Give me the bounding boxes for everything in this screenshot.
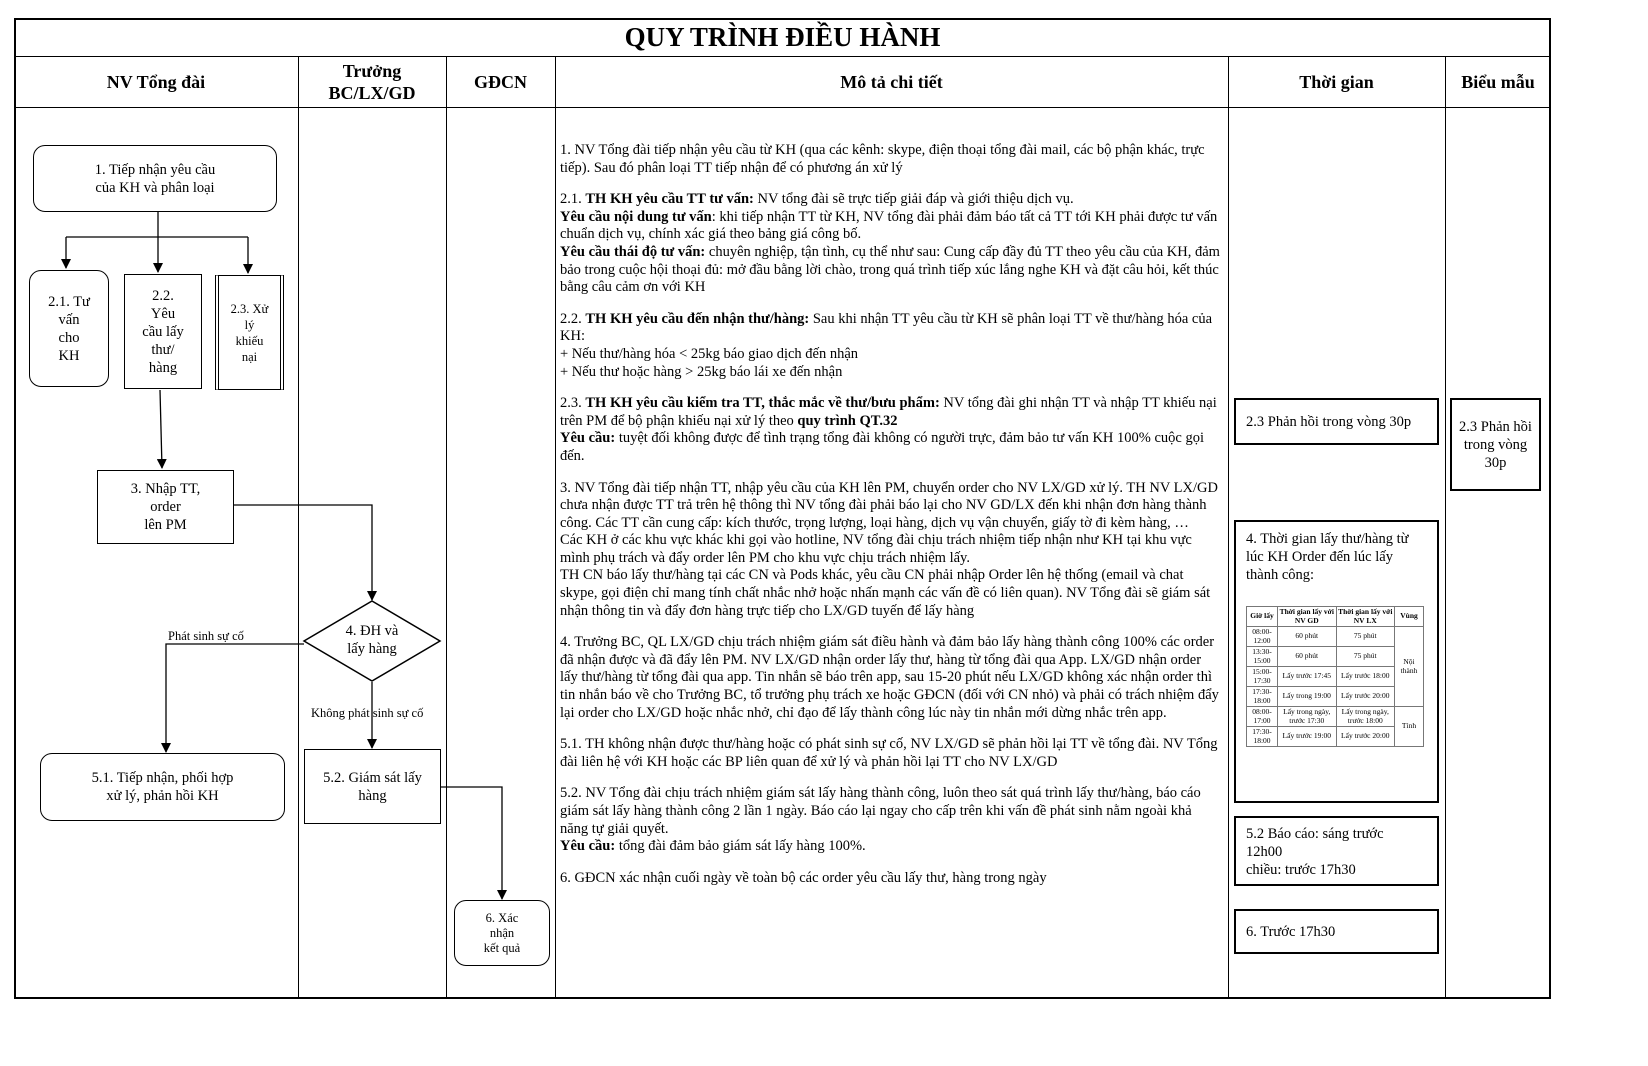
- time-box-5-2-line: chiều: trước 17h30: [1246, 862, 1356, 878]
- table-cell: 08:00-17:00: [1247, 707, 1278, 727]
- time-box-4-title: 4. Thời gian lấy thư/hàng từ lúc KH Order đến lúc lấy thành công:: [1246, 531, 1409, 583]
- time-box-5-2: [1234, 816, 1439, 886]
- step-2-1-line: KH: [58, 347, 80, 364]
- time-box-4: [1234, 520, 1439, 803]
- step-2-1-consult: [29, 270, 109, 387]
- desc-step-2-3: [560, 395, 1222, 465]
- desc-text: chuyên nghiệp, tận tình, cụ thể như sau: Cung cấp đầy đủ TT theo yêu cầu của KH, đảm bảo trong cuộc hội thoại đủ: mở đầu bằng lời chào, trong quá trình tiếp xúc lắng nghe KH và đặt câu hỏi, kết thúc bằng câu cảm ơn với KH: [560, 243, 1220, 296]
- desc-step-4: 4. Trưởng BC, QL LX/GD chịu trách nhiệm giám sát điều hành và đảm bảo lấy hàng thành công 100% các order đã nhận được và đã đẩy lên PM. NV LX/GD nhận order lấy thư, hàng từ tổng đài qua App. LX/GD nhận order lấy thư/hàng từ tổng đài qua app. Tin nhắn sẽ báo trên app, sau 15-20 phút nếu LX/GD không xác nhận order thì tin nhắn báo về cho Trưởng BC, tổ trưởng phụ trách xe hoặc GĐCN (đối với CN nhỏ) và phải có trách nhiệm đẩy lại order cho LX/GD hoặc nhắc nhở, chỉ đạo để lấy thành công lúc này tin nhắn mới dừng nhắc trên app.: [560, 634, 1219, 721]
- desc-text: tổng đài đảm bảo giám sát lấy hàng 100%.: [615, 838, 866, 855]
- table-header: Vùng: [1395, 607, 1424, 627]
- time-box-5-2-line: 5.2 Báo cáo: sáng trước: [1246, 826, 1384, 842]
- desc-bullet: + Nếu thư/hàng hóa < 25kg báo giao dịch đến nhận: [560, 345, 859, 362]
- desc-step-6: 6. GĐCN xác nhận cuối ngày về toàn bộ các order yêu cầu lấy thư, hàng trong ngày: [560, 869, 1047, 886]
- connector-arrow: [440, 787, 502, 899]
- column-header-manager-line1: Trưởng: [342, 61, 402, 81]
- step-1-receive-request: [33, 145, 277, 212]
- desc-prefix: 2.1.: [560, 191, 586, 208]
- table-cell: 60 phút: [1278, 647, 1337, 667]
- table-cell: Lấy trong 19:00: [1278, 687, 1337, 707]
- desc-bold: Yêu cầu thái độ tư vấn:: [560, 243, 706, 260]
- step-2-2-line: cầu lấy: [142, 323, 184, 340]
- step-5-1-line: xử lý, phản hồi KH: [106, 788, 219, 804]
- step-1-line2: của KH và phân loại: [95, 179, 215, 196]
- desc-bold: Yêu cầu:: [560, 430, 616, 447]
- step-2-3-line: nại: [241, 349, 258, 364]
- desc-bold: TH KH yêu cầu đến nhận thư/hàng:: [585, 310, 810, 327]
- step-3-line: lên PM: [144, 517, 187, 533]
- desc-text: : khi tiếp nhận TT từ KH, NV tổng đài phải đảm báo tất cả TT tới KH phải được tư vấn chuẩn dịch vụ, chính xác giá theo bảng giá công bố.: [560, 208, 1218, 243]
- step-2-2-line: thư/: [151, 341, 175, 358]
- step-2-1-line: 2.1. Tư: [48, 293, 90, 310]
- step-5-1-handle-incident: [40, 753, 285, 821]
- step-6-line: 6. Xác: [485, 910, 519, 925]
- table-cell: 08:00-12:00: [1247, 627, 1278, 647]
- table-cell: Lấy trước 19:00: [1278, 727, 1337, 747]
- step-3-enter-order: [97, 470, 234, 544]
- desc-bold: Yêu cầu:: [560, 838, 616, 855]
- desc-step-1: 1. NV Tổng đài tiếp nhận yêu cầu từ KH (qua các kênh: skype, điện thoại tổng đài mail, các bộ phận khác, trực tiếp). Sau đó phân loại TT tiếp nhận để có phương án xử lý: [560, 142, 1205, 176]
- desc-step-2-1: [560, 191, 1222, 297]
- step-2-3-line: khiếu: [235, 333, 264, 348]
- form-box-2-3: 2.3 Phản hồi trong vòng 30p: [1450, 398, 1541, 491]
- desc-text: NV tổng đài ghi nhận TT và nhập TT khiếu nại trên PM để bộ phận khiếu nại xử lý theo: [560, 395, 1217, 429]
- table-cell: 75 phút: [1336, 627, 1395, 647]
- desc-bullet: + Nếu thư hoặc hàng > 25kg báo lái xe đến nhận: [560, 363, 843, 380]
- step-6-confirm-result: [454, 900, 550, 966]
- desc-text: tuyệt đối không được để tình trạng tổng đài không có người trực, đảm bảo tư vấn KH 100% cuộc gọi đến.: [560, 430, 1204, 464]
- table-header: Thời gian lấy với NV GD: [1278, 607, 1337, 627]
- table-cell: Lấy trước 17:45: [1278, 667, 1337, 687]
- desc-bold: TH KH yêu cầu kiểm tra TT, thắc mắc về thư/bưu phẩm:: [585, 395, 940, 412]
- desc-prefix: 2.2.: [560, 310, 586, 327]
- table-cell: 17:30-18:00: [1247, 727, 1278, 747]
- label-no-incident: Không phát sinh sự cố: [311, 706, 424, 720]
- column-header-manager-line2: BC/LX/GD: [328, 83, 416, 103]
- table-header: Giờ lấy: [1247, 607, 1278, 627]
- step-2-2-pickup-request: [124, 274, 202, 389]
- table-cell-region: Tỉnh: [1395, 707, 1424, 747]
- table-cell: 75 phút: [1336, 647, 1395, 667]
- step-5-2-monitor-pickup: [304, 749, 441, 824]
- step-2-3-line: 2.3. Xử: [230, 301, 269, 316]
- table-cell: 15:00-17:30: [1247, 667, 1278, 687]
- step-2-3-complaint-handling: [215, 275, 284, 390]
- table-cell: 17:30-18:00: [1247, 687, 1278, 707]
- table-cell-region: Nội thành: [1395, 627, 1424, 707]
- table-cell: 13:30-15:00: [1247, 647, 1278, 667]
- desc-bold: quy trình QT.32: [797, 412, 898, 429]
- step-1-line1: 1. Tiếp nhận yêu cầu: [94, 161, 216, 178]
- step-4-line: lấy hàng: [347, 641, 397, 657]
- desc-step-5-2: [560, 785, 1222, 855]
- column-header-director: GĐCN: [474, 72, 527, 92]
- table-cell: Lấy trước 20:00: [1336, 687, 1395, 707]
- desc-text: Sau khi nhận TT yêu cầu từ KH sẽ phân loại TT về thư/hàng hóa của KH:: [560, 310, 1213, 345]
- table-cell: Lấy trước 20:00: [1336, 727, 1395, 747]
- table-cell: Lấy trước 18:00: [1336, 667, 1395, 687]
- table-cell: Lấy trong ngày, trước 18:00: [1336, 707, 1395, 727]
- table-header: Thời gian lấy với NV LX: [1336, 607, 1395, 627]
- step-3-line: order: [150, 499, 181, 515]
- step-4-dispatch-pickup: [320, 622, 424, 658]
- step-2-2-line: 2.2.: [152, 287, 174, 304]
- table-cell: 60 phút: [1278, 627, 1337, 647]
- step-5-1-line: 5.1. Tiếp nhận, phối hợp: [91, 770, 234, 786]
- step-4-line: 4. ĐH và: [345, 623, 399, 639]
- step-3-line: 3. Nhập TT,: [130, 481, 201, 497]
- step-5-2-line: 5.2. Giám sát lấy: [323, 769, 422, 786]
- step-6-line: nhận: [489, 925, 515, 940]
- table-row: [1247, 707, 1424, 727]
- desc-step-2-2: [560, 311, 1222, 381]
- desc-bold: Yêu cầu nội dung tư vấn: [560, 208, 712, 225]
- column-header-description: Mô tả chi tiết: [840, 72, 943, 92]
- pickup-time-table: [1246, 606, 1424, 747]
- desc-prefix: 2.3.: [560, 395, 586, 412]
- step-2-2-line: Yêu: [150, 305, 176, 322]
- description-text: [560, 142, 1222, 901]
- step-2-3-line: lý: [244, 317, 255, 332]
- table-cell: Lấy trong ngày, trước 17:30: [1278, 707, 1337, 727]
- column-header-forms: Biểu mẫu: [1461, 72, 1535, 92]
- table-header-row: [1247, 607, 1424, 627]
- connector-arrow: [166, 644, 304, 752]
- label-incident: Phát sinh sự cố: [168, 629, 244, 643]
- step-2-1-line: cho: [58, 329, 80, 346]
- step-2-2-line: hàng: [148, 359, 178, 376]
- connector-arrow: [160, 390, 162, 468]
- desc-step-3: [560, 480, 1222, 621]
- desc-step-5-1: 5.1. TH không nhận được thư/hàng hoặc có phát sinh sự cố, NV LX/GD sẽ phản hồi lại TT về tổng đài. NV Tổng đài liên hệ với KH hoặc các BP liên quan để xử lý và phản hồi lại TT cho NV LX/GD: [560, 736, 1218, 770]
- desc-bold: TH KH yêu cầu TT tư vấn:: [585, 191, 754, 208]
- time-box-2-3: 2.3 Phản hồi trong vòng 30p: [1234, 398, 1439, 445]
- step-6-line: kết quả: [483, 940, 521, 955]
- table-row: [1247, 627, 1424, 647]
- desc-text: Các KH ở các khu vực khác khi gọi vào hotline, NV tổng đài chịu trách nhiệm tiếp nhận như KH tại khu vực mình phụ trách và đẩy order lên PM cho khu vực chịu trách nhiệm lấy.: [560, 532, 1192, 566]
- desc-text: TH CN báo lấy thư/hàng tại các CN và Pods khác, yêu cầu CN phải nhập Order lên hệ thống (email và chat skype, gọi điện chỉ mang tính chất nhắc nhở hoặc nhấn mạnh các vấn đề có liên quan). NV Tổng đài sẽ giám sát nhận thông tin và đẩy đơn hàng trực tiếp cho LX/GD tuyến để lấy hàng: [560, 567, 1211, 619]
- step-5-2-line: hàng: [358, 787, 387, 804]
- time-box-6: 6. Trước 17h30: [1234, 909, 1439, 954]
- desc-text: NV tổng đài sẽ trực tiếp giải đáp và giới thiệu dịch vụ.: [753, 191, 1074, 208]
- connector-arrow: [234, 505, 372, 600]
- desc-text: 5.2. NV Tổng đài chịu trách nhiệm giám sát lấy hàng thành công, luôn theo sát quá trình lấy thư/hàng, báo cáo giám sát lấy hàng thành công 2 lần 1 ngày. Báo cáo lại ngay cho cấp trên khi vấn đề phát sinh nằm ngoài khả năng tự giải quyết.: [560, 785, 1201, 837]
- column-header-time: Thời gian: [1299, 72, 1374, 92]
- step-2-1-line: vấn: [58, 311, 80, 328]
- column-header-operator: NV Tổng đài: [106, 72, 206, 92]
- page-title: QUY TRÌNH ĐIỀU HÀNH: [624, 22, 941, 52]
- desc-text: 3. NV Tổng đài tiếp nhận TT, nhập yêu cầu của KH lên PM, chuyển order cho NV LX/GD xử lý. TH NV LX/GD chưa nhận được TT trả trên hệ thông thì NV tổng đài phải báo lại cho NV GD/LX đến khi nhận đơn hàng thành công. Các TT cần cung cấp: kích thước, trọng lượng, loại hàng, dịch vụ vận chuyển, giấy tờ đi kèm hàng, …: [560, 479, 1218, 531]
- time-box-5-2-line: 12h00: [1246, 844, 1283, 860]
